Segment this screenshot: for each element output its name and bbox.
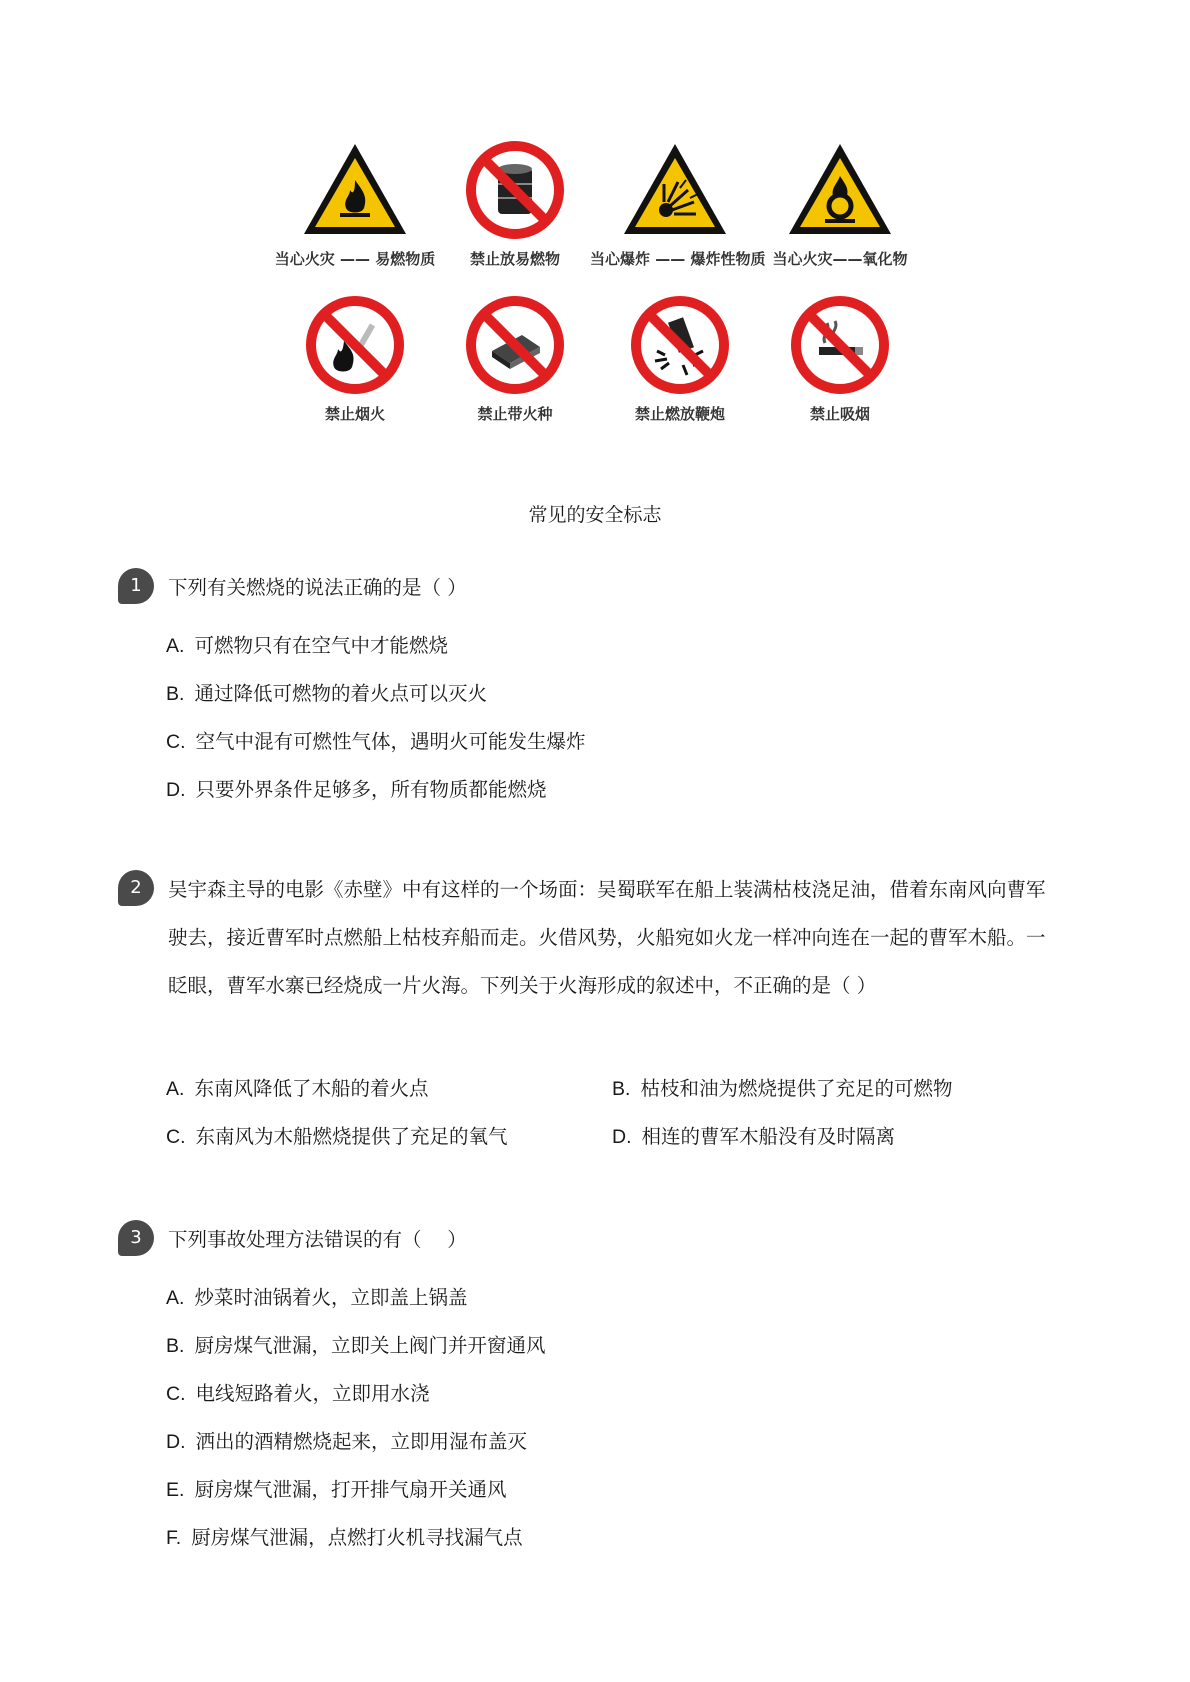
sign-label: 禁止吸烟 (809, 405, 870, 423)
sign-oxidizer-warning (755, 140, 925, 269)
sign-no-flammables (430, 140, 600, 269)
option-d[interactable]: D. 相连的曹军木船没有及时隔离 (612, 1125, 896, 1148)
oxidizer-warning-icon (785, 140, 895, 240)
option-b[interactable]: B. 枯枝和油为燃烧提供了充足的可燃物 (612, 1077, 953, 1100)
figure-caption: 常见的安全标志 (528, 504, 662, 526)
option-e[interactable]: E. 厨房煤气泄漏，打开排气扇开关通风 (166, 1478, 507, 1501)
question-text: 吴宇森主导的电影《赤壁》中有这样的一个场面：吴蜀联军在船上装满枯枝浇足油，借着东南风向曹军驶去，接近曹军时点燃船上枯枝弃船而走。火借风势，火船宛如火龙一样冲向连在一起的曹军木船。一眨眼，曹军水寨已经烧成一片火海。下列关于火海形成的叙述中，不正确的是（ ） (168, 878, 1046, 997)
option-a[interactable]: A. 东南风降低了木船的着火点 (166, 1077, 429, 1100)
question-1 (118, 568, 1058, 808)
safety-signs-figure (270, 140, 960, 465)
option-c[interactable]: C. 东南风为木船燃烧提供了充足的氧气 (166, 1125, 508, 1148)
sign-no-fire (270, 295, 440, 424)
option-b[interactable]: B. 厨房煤气泄漏，立即关上阀门并开窗通风 (166, 1334, 546, 1357)
sign-label: 当心火灾——氧化物 (772, 250, 908, 268)
option-c[interactable]: C. 电线短路着火，立即用水浇 (166, 1382, 430, 1405)
no-firecrackers-icon (625, 295, 735, 395)
option-a[interactable]: A. 炒菜时油锅着火，立即盖上锅盖 (166, 1286, 468, 1309)
sign-label: 禁止燃放鞭炮 (634, 405, 725, 423)
explosive-warning-icon (620, 140, 730, 240)
sign-label: 禁止放易燃物 (469, 250, 560, 268)
sign-label: 禁止带火种 (477, 405, 553, 423)
option-d[interactable]: D. 只要外界条件足够多，所有物质都能燃烧 (166, 778, 547, 801)
question-number-badge: 3 (118, 1220, 154, 1256)
sign-label: 禁止烟火 (324, 405, 385, 423)
sign-flammable-warning (270, 140, 440, 269)
sign-explosive-warning (590, 140, 766, 269)
flammable-warning-icon (300, 140, 410, 240)
sign-no-kindling (430, 295, 600, 424)
option-f[interactable]: F. 厨房煤气泄漏，点燃打火机寻找漏气点 (166, 1526, 523, 1549)
no-kindling-icon (460, 295, 570, 395)
question-2 (118, 870, 1058, 1160)
option-a[interactable]: A. 可燃物只有在空气中才能燃烧 (166, 634, 448, 657)
question-text: 下列事故处理方法错误的有（ ） (168, 1228, 467, 1251)
option-c[interactable]: C. 空气中混有可燃性气体，遇明火可能发生爆炸 (166, 730, 586, 753)
question-3 (118, 1220, 1058, 1560)
sign-label: 当心爆炸 —— 爆炸性物质 (590, 250, 766, 268)
question-number-badge: 2 (118, 870, 154, 906)
question-number-badge: 1 (118, 568, 154, 604)
sign-no-smoking (755, 295, 925, 424)
option-b[interactable]: B. 通过降低可燃物的着火点可以灭火 (166, 682, 487, 705)
no-fire-icon (300, 295, 410, 395)
no-smoking-icon (785, 295, 895, 395)
option-d[interactable]: D. 洒出的酒精燃烧起来，立即用湿布盖灭 (166, 1430, 528, 1453)
no-flammables-icon (460, 140, 570, 240)
sign-label: 当心火灾 —— 易燃物质 (274, 250, 436, 268)
sign-no-firecrackers (595, 295, 765, 424)
question-text: 下列有关燃烧的说法正确的是（ ） (168, 576, 467, 599)
